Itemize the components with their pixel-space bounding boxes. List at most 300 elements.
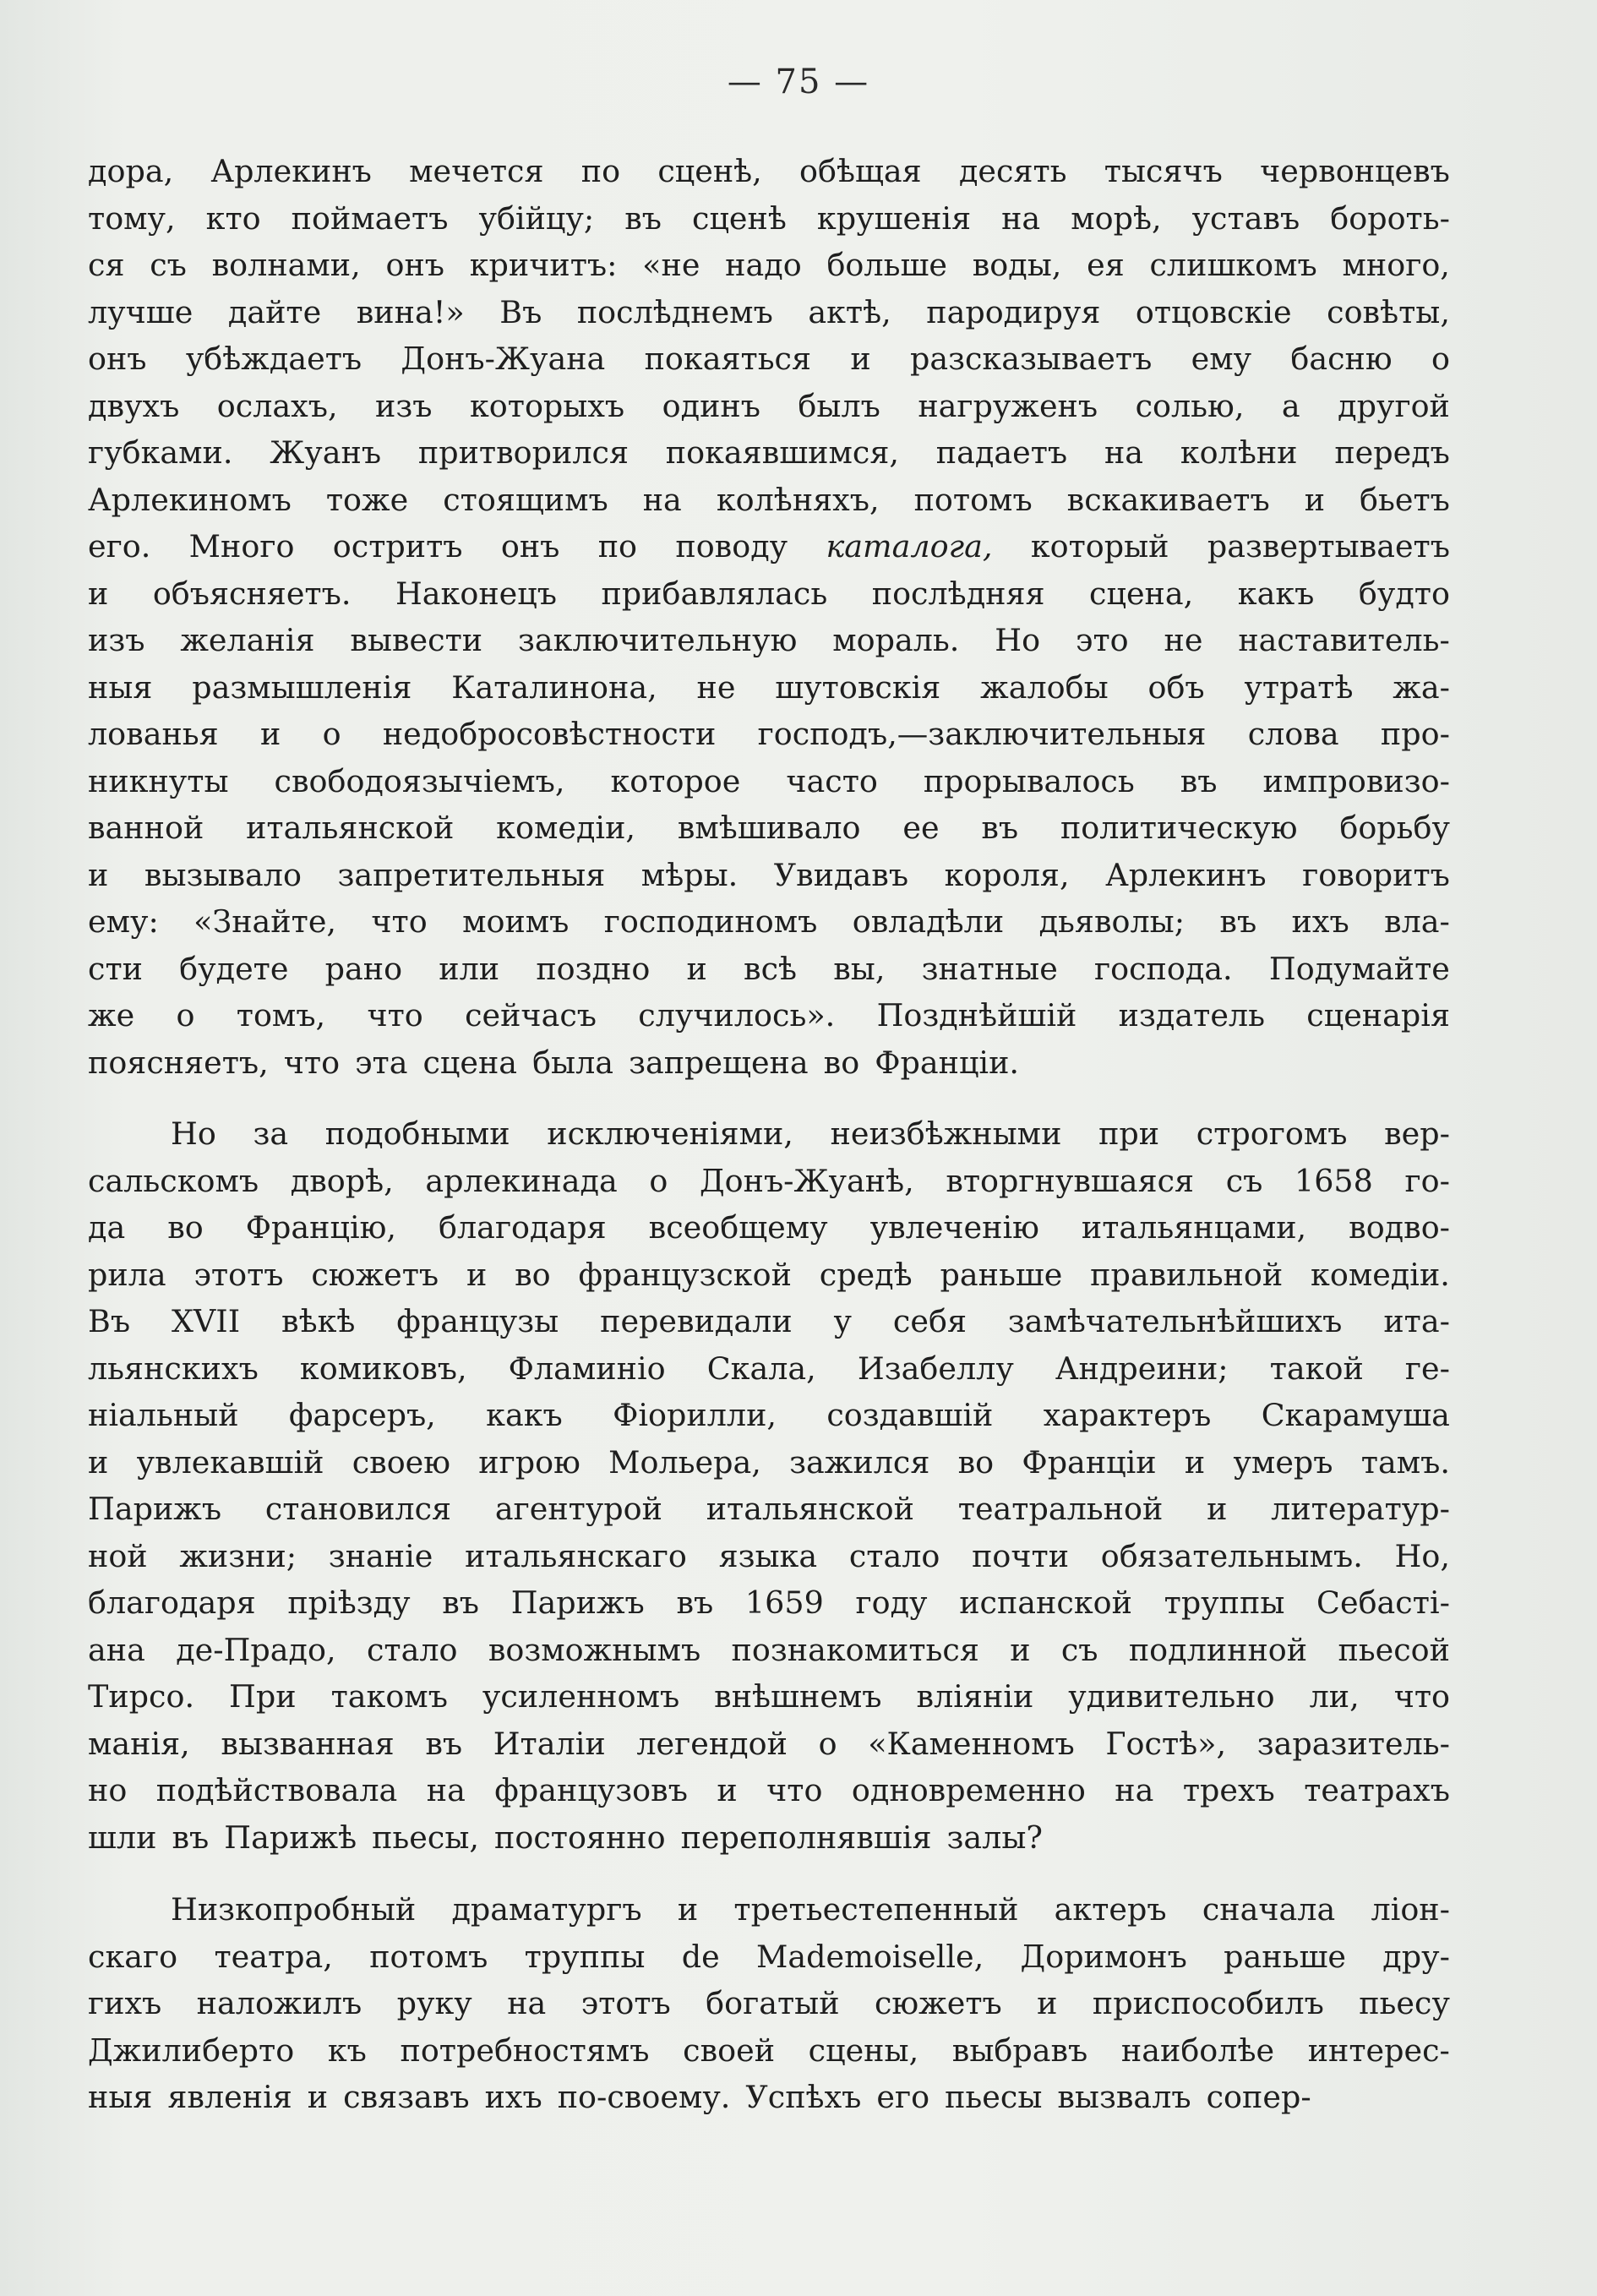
text-line xyxy=(88,758,1450,805)
word: что xyxy=(766,1772,823,1808)
word: почти xyxy=(972,1537,1070,1574)
word: труппы xyxy=(1164,1584,1285,1621)
word: вызвалъ xyxy=(1057,2079,1191,2115)
word: лованья xyxy=(88,716,219,752)
paragraph-2 xyxy=(88,1110,1450,1861)
word: вѣкѣ xyxy=(281,1303,356,1339)
word: вызывало xyxy=(144,856,302,893)
word: Но xyxy=(171,1115,216,1152)
text-line xyxy=(88,1392,1450,1439)
word: своею xyxy=(352,1443,451,1481)
text-line xyxy=(88,523,1450,570)
word: и xyxy=(88,575,109,612)
text-line xyxy=(88,1673,1450,1721)
text-line xyxy=(88,1252,1450,1299)
word: за xyxy=(253,1115,289,1152)
word: разсказываетъ xyxy=(909,341,1153,377)
word: ся xyxy=(88,247,125,283)
word: во xyxy=(957,1443,995,1481)
word: о xyxy=(176,997,195,1033)
word: и xyxy=(717,1772,738,1808)
word: удивительно xyxy=(1068,1678,1275,1715)
word: переполнявшія xyxy=(680,1819,932,1856)
word: нагруженъ xyxy=(918,387,1098,424)
word: наиболѣе xyxy=(1120,2031,1275,2069)
word: на xyxy=(642,481,682,518)
word: руку xyxy=(396,1985,472,2021)
word: которое xyxy=(610,762,741,799)
word: слова xyxy=(1247,716,1339,752)
word: легендой xyxy=(636,1725,788,1762)
word: дворѣ, xyxy=(290,1162,394,1199)
word: одинъ xyxy=(662,387,760,424)
word: году xyxy=(855,1584,928,1621)
word: покаявшимся, xyxy=(665,434,899,471)
word: на xyxy=(1001,199,1041,237)
word: Парижъ xyxy=(88,1491,222,1527)
word: интерес- xyxy=(1307,2031,1450,2069)
word: увлеченію xyxy=(869,1209,1039,1246)
word: въ xyxy=(624,199,662,237)
text-line xyxy=(88,570,1450,618)
word: вызванная xyxy=(221,1725,395,1762)
word: былъ xyxy=(798,387,880,424)
word: стоящимъ xyxy=(443,481,608,518)
word: тому, xyxy=(88,199,176,237)
word: на xyxy=(507,1985,547,2021)
paragraph-3 xyxy=(88,1886,1450,2121)
word: Арлекинъ xyxy=(1105,856,1267,893)
word: себя xyxy=(892,1303,967,1339)
word: манія, xyxy=(88,1725,190,1762)
word: и xyxy=(1304,481,1326,518)
word: арлекинада xyxy=(425,1162,618,1199)
word: всѣ xyxy=(744,950,798,987)
word: ванной xyxy=(88,810,204,846)
text-line xyxy=(88,2027,1450,2075)
word: эта xyxy=(355,1044,408,1081)
word: поздно xyxy=(536,950,651,987)
word: къ xyxy=(327,2031,367,2069)
word: что xyxy=(367,997,423,1033)
text-line xyxy=(88,1345,1450,1393)
word: господа. xyxy=(1093,950,1233,987)
word: жизни; xyxy=(179,1537,297,1574)
word: Mademoiselle, xyxy=(755,1938,984,1975)
word: дру- xyxy=(1382,1938,1450,1975)
word: французовъ xyxy=(494,1772,688,1808)
text-line xyxy=(88,1721,1450,1768)
word: утратѣ xyxy=(1244,668,1354,706)
word: и xyxy=(307,2079,329,2115)
word: «Знайте, xyxy=(193,903,337,940)
word: въ xyxy=(425,1725,463,1762)
word: на xyxy=(426,1772,466,1808)
word: пьесу xyxy=(1359,1985,1450,2021)
word: выбравъ xyxy=(951,2031,1088,2069)
word: его. xyxy=(88,528,151,564)
word: случилось». xyxy=(638,997,836,1033)
word: усиленномъ xyxy=(482,1678,680,1715)
word: съ xyxy=(150,247,187,283)
word: морѣ, xyxy=(1071,199,1162,237)
word: объясняетъ. xyxy=(152,575,352,612)
word: господиномъ xyxy=(603,903,818,940)
word: внѣшнемъ xyxy=(714,1678,882,1715)
word: Доримонъ xyxy=(1020,1938,1187,1975)
word: и xyxy=(850,341,871,377)
word: импровизо- xyxy=(1262,762,1450,799)
word: говоритъ xyxy=(1302,856,1450,893)
word: какъ xyxy=(486,1397,563,1433)
word: ихъ xyxy=(484,2079,542,2115)
word: итальянцами, xyxy=(1081,1209,1307,1246)
word: больше xyxy=(826,247,947,283)
word: каталога, xyxy=(826,528,993,564)
word: Фіорилли, xyxy=(613,1397,777,1433)
word: сопер- xyxy=(1206,2079,1311,2115)
word: часто xyxy=(786,762,878,799)
word: водво- xyxy=(1349,1209,1450,1246)
word: явленія xyxy=(167,2079,292,2115)
text-line xyxy=(88,1158,1450,1205)
word: Парижъ xyxy=(510,1584,645,1621)
word: поймаетъ xyxy=(291,199,449,237)
word: остритъ xyxy=(332,528,463,564)
word: вліяніи xyxy=(916,1678,1034,1715)
word: воды, xyxy=(972,247,1062,283)
word: французы xyxy=(396,1303,559,1339)
word: тоже xyxy=(325,481,409,518)
word: во xyxy=(167,1209,204,1246)
word: Но, xyxy=(1394,1537,1450,1574)
word: вина!» xyxy=(356,293,465,330)
word: вла- xyxy=(1384,903,1450,940)
text-line xyxy=(88,1627,1450,1674)
word: Донъ-Жуанѣ, xyxy=(699,1162,914,1199)
word: и xyxy=(88,1443,109,1481)
word: Италіи xyxy=(493,1725,606,1762)
word: ной xyxy=(88,1537,148,1574)
word: слишкомъ xyxy=(1149,247,1317,283)
text-line xyxy=(88,946,1450,993)
word: го- xyxy=(1404,1162,1450,1199)
word: покаяться xyxy=(644,341,812,377)
word: Франціи. xyxy=(875,1044,1020,1081)
word: Въ xyxy=(88,1303,131,1339)
word: убійцу; xyxy=(478,199,595,237)
word: Успѣхъ xyxy=(745,2079,862,2115)
word: создавшій xyxy=(826,1397,994,1433)
word: съ xyxy=(1060,1631,1098,1668)
word: зажился xyxy=(789,1443,930,1481)
word: въ xyxy=(981,810,1019,846)
word: вскакиваетъ xyxy=(1066,481,1270,518)
word: запрещена xyxy=(629,1044,809,1081)
word: наставитель- xyxy=(1238,622,1450,658)
word: на xyxy=(1104,434,1144,471)
word: потомъ xyxy=(369,1938,488,1975)
text-line xyxy=(88,383,1450,430)
word: жа- xyxy=(1393,668,1450,706)
word: сценарія xyxy=(1306,997,1450,1033)
word: сцена, xyxy=(1089,575,1194,612)
word: вывести xyxy=(350,622,483,658)
word: пародируя xyxy=(926,293,1101,330)
word: становился xyxy=(264,1491,452,1527)
word: запретительныя xyxy=(337,856,606,893)
word: волнами, xyxy=(211,247,361,283)
word: пьесой xyxy=(1338,1631,1450,1668)
word: дьяволы; xyxy=(1038,903,1185,940)
word: увлекавшій xyxy=(136,1443,324,1481)
word: правильной xyxy=(1090,1256,1284,1293)
word: десять xyxy=(958,153,1067,189)
word: одновременно xyxy=(851,1772,1086,1808)
word: или xyxy=(439,950,500,987)
word: тамъ. xyxy=(1360,1443,1450,1481)
word: послѣдняя xyxy=(871,575,1045,612)
word: вер- xyxy=(1384,1115,1450,1152)
text-line xyxy=(88,242,1450,289)
text-line xyxy=(88,664,1450,712)
word: познакомиться xyxy=(731,1631,979,1668)
word: сти xyxy=(88,950,143,987)
word: притворился xyxy=(417,434,629,471)
word: строгомъ xyxy=(1196,1115,1348,1152)
word: передъ xyxy=(1334,434,1450,471)
word: ее xyxy=(902,810,940,846)
word: басню xyxy=(1290,341,1393,377)
word: о xyxy=(322,716,341,752)
word: Каталинона, xyxy=(451,668,657,706)
word: онъ xyxy=(88,341,147,377)
word: Наконецъ xyxy=(395,575,557,612)
word: Фламиніо xyxy=(508,1350,666,1387)
text-line xyxy=(88,1110,1450,1158)
word: послѣднемъ xyxy=(576,293,773,330)
word: театрахъ xyxy=(1304,1772,1450,1808)
word: онъ xyxy=(385,247,444,283)
word: ана xyxy=(88,1631,145,1668)
word: у xyxy=(833,1303,853,1339)
word: актѣ, xyxy=(808,293,891,330)
word: какъ xyxy=(1237,575,1315,612)
word: во xyxy=(823,1044,860,1081)
word: совѣты, xyxy=(1327,293,1450,330)
word: въ xyxy=(676,1584,714,1621)
word: постоянно xyxy=(494,1819,666,1856)
word: Францію, xyxy=(245,1209,397,1246)
word: 1658 xyxy=(1294,1162,1373,1199)
word: de xyxy=(681,1938,720,1975)
word: труппы xyxy=(524,1938,646,1975)
word: 1659 xyxy=(744,1584,824,1621)
word: тысячъ xyxy=(1104,153,1223,189)
word: сцены, xyxy=(808,2031,919,2069)
word: поводу xyxy=(675,528,788,564)
word: благодаря xyxy=(439,1209,607,1246)
paragraph-1 xyxy=(88,148,1450,1086)
word: желанія xyxy=(180,622,315,658)
text-line xyxy=(88,1579,1450,1627)
word: подобными xyxy=(324,1115,510,1152)
word: господъ,—заключительныя xyxy=(757,716,1207,752)
word: Позднѣйшій xyxy=(876,997,1077,1033)
word: литератур- xyxy=(1271,1491,1450,1527)
word: а xyxy=(1281,387,1300,424)
word: Арлекинъ xyxy=(210,153,372,189)
word: подлинной xyxy=(1128,1631,1308,1668)
word: не xyxy=(1164,622,1203,658)
word: «Каменномъ xyxy=(868,1725,1075,1762)
text-line xyxy=(88,289,1450,336)
word: губками. xyxy=(88,434,233,471)
word: и xyxy=(259,716,281,752)
text-line xyxy=(88,852,1450,899)
word: издатель xyxy=(1118,997,1265,1033)
word: уставъ xyxy=(1191,199,1300,237)
word: прорывалось xyxy=(923,762,1135,799)
word: третьестепенный xyxy=(733,1891,1019,1928)
word: богатый xyxy=(706,1985,840,2021)
word: ея xyxy=(1087,247,1125,283)
word: рила xyxy=(88,1256,166,1293)
word: Донъ-Жуана xyxy=(401,341,606,377)
word: итальянской xyxy=(706,1491,914,1527)
word: «не xyxy=(642,247,700,283)
text-line xyxy=(88,711,1450,758)
word: комиковъ, xyxy=(299,1350,467,1387)
word: ихъ xyxy=(1291,903,1349,940)
text-line xyxy=(88,195,1450,243)
word: поясняетъ, xyxy=(88,1044,269,1081)
text-line xyxy=(88,1933,1450,1981)
word: залы? xyxy=(946,1819,1043,1856)
word: пьесы, xyxy=(372,1819,480,1856)
word: его xyxy=(876,2079,930,2115)
word: Много xyxy=(188,528,295,564)
word: знатные xyxy=(921,950,1058,987)
word: Тирсо. xyxy=(88,1678,195,1715)
word: ита- xyxy=(1383,1303,1450,1339)
word: сценѣ, xyxy=(657,153,762,189)
word: Джилиберто xyxy=(88,2031,295,2069)
word: ли, xyxy=(1309,1678,1360,1715)
word: Парижѣ xyxy=(224,1819,357,1856)
text-line xyxy=(88,1298,1450,1345)
word: дора, xyxy=(88,153,174,189)
word: обязательнымъ. xyxy=(1100,1537,1363,1574)
word: бороть- xyxy=(1330,199,1450,237)
word: Скарамуша xyxy=(1261,1397,1450,1433)
word: да xyxy=(88,1209,126,1246)
word: изъ xyxy=(88,622,145,658)
word: въ xyxy=(1180,762,1218,799)
word: дайте xyxy=(227,293,322,330)
word: игрою xyxy=(478,1443,580,1481)
word: отцовскіе xyxy=(1135,293,1292,330)
word: перевидали xyxy=(600,1303,793,1339)
text-line xyxy=(88,898,1450,946)
word: трехъ xyxy=(1182,1772,1275,1808)
word: При xyxy=(229,1678,297,1715)
word: въ xyxy=(172,1819,210,1856)
word: такомъ xyxy=(330,1678,448,1715)
word: Низкопробный xyxy=(171,1891,417,1928)
word: объ xyxy=(1147,668,1205,706)
word: колѣни xyxy=(1180,434,1298,471)
word: который xyxy=(1030,528,1169,564)
word: рано xyxy=(324,950,403,987)
word: про- xyxy=(1380,716,1450,752)
word: лучше xyxy=(88,293,193,330)
word: средѣ xyxy=(819,1256,913,1293)
word: мораль. xyxy=(832,622,960,658)
text-line xyxy=(88,477,1450,524)
word: при xyxy=(1098,1115,1160,1152)
word: раньше xyxy=(1224,1938,1346,1975)
word: крушенія xyxy=(816,199,972,237)
word: своей xyxy=(683,2031,776,2069)
word: такой xyxy=(1269,1350,1364,1387)
word: Мольера, xyxy=(608,1443,761,1481)
word: наложилъ xyxy=(196,1985,362,2021)
word: никнуты xyxy=(88,762,229,799)
word: пьесы xyxy=(945,2079,1043,2115)
word: недобросовѣстности xyxy=(382,716,717,752)
word: много, xyxy=(1342,247,1450,283)
word: но xyxy=(88,1772,128,1808)
word: французской xyxy=(578,1256,792,1293)
word: ныя xyxy=(88,668,153,706)
word: свободоязычіемъ, xyxy=(274,762,565,799)
word: Франціи xyxy=(1022,1443,1157,1481)
word: шутовскія xyxy=(775,668,941,706)
word: мѣры. xyxy=(640,856,739,893)
word: связавъ xyxy=(343,2079,470,2115)
word: развертываетъ xyxy=(1207,528,1450,564)
text-line xyxy=(88,148,1450,195)
word: не xyxy=(696,668,736,706)
word: итальянскаго xyxy=(465,1537,687,1574)
word: червонцевъ xyxy=(1260,153,1450,189)
word: по xyxy=(580,153,621,189)
word: убѣждаетъ xyxy=(185,341,362,377)
word: подѣйствовала xyxy=(155,1772,398,1808)
text-line xyxy=(88,2074,1450,2121)
word: сюжетъ xyxy=(311,1256,439,1293)
word: комедіи. xyxy=(1311,1256,1450,1293)
word: что xyxy=(371,903,428,940)
word: короля, xyxy=(944,856,1070,893)
word: театральной xyxy=(957,1491,1164,1527)
word: умеръ xyxy=(1233,1443,1333,1481)
word: сейчасъ xyxy=(465,997,597,1033)
word: и xyxy=(677,1891,699,1928)
word: сюжетъ xyxy=(874,1985,1002,2021)
word: кричитъ: xyxy=(469,247,618,283)
text-line xyxy=(88,1980,1450,2027)
word: что xyxy=(1393,1678,1450,1715)
word: политическую xyxy=(1060,810,1298,846)
word: знаніе xyxy=(328,1537,433,1574)
word: о xyxy=(1431,341,1450,377)
word: будете xyxy=(179,950,289,987)
word: борьбу xyxy=(1339,810,1450,846)
word: языка xyxy=(718,1537,818,1574)
word: на xyxy=(1115,1772,1154,1808)
